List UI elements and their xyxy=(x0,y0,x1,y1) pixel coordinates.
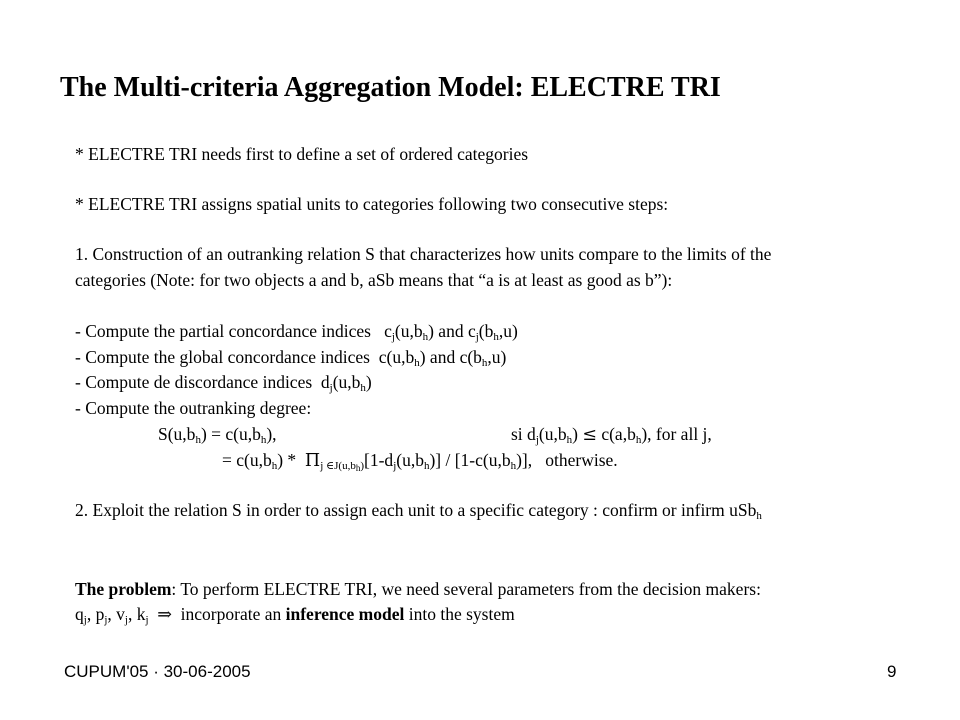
formula-global-concordance: $c(u,b_h)$ and $c(b_h,u)$ xyxy=(378,347,507,369)
formula-line-2-cond: otherwise. xyxy=(545,450,618,470)
formula-line-1-cond: for all j, xyxy=(655,424,712,444)
step2-text xyxy=(75,500,762,520)
item-global-concordance-text: - Compute the global concordance indices xyxy=(75,347,370,367)
footer-page-number: 9 xyxy=(887,662,897,681)
step1-line2: categories (Note: for two objects a and b, aSb means that “a is at least as good as b”): xyxy=(75,270,673,290)
step2-text-body: 2. Exploit the relation S in order to assign each unit to a specific category : confirm or infirm uSb xyxy=(75,500,757,520)
problem-text: : To perform ELECTRE TRI, we need several parameters from the decision makers: xyxy=(171,579,761,599)
slide-title: The Multi-criteria Aggregation Model: ELECTRE TRI xyxy=(60,72,721,103)
formula-line-2: = $c(u,b_h) * \Pi_{j \in J(u,b_h)}[1-d_j(u,b_h)] / [1-c(u,b_h)]$, otherwise. xyxy=(222,450,618,473)
params-text: incorporate an xyxy=(180,604,282,624)
formula-line-1-rhs: si $d_j(u,b_h) \le c(a,b_h)$, for all j, xyxy=(511,424,712,446)
item-partial-concordance xyxy=(75,321,518,341)
formula-line-1-lhs: $S(u,b_h) = c(u,b_h)$, xyxy=(158,424,277,446)
params-line: $q_j$, $p_j$, $v_j$, $k_j$ ⇒ incorporate an inference model into the system xyxy=(75,604,515,626)
problem-label: The problem xyxy=(75,579,172,599)
item-outranking-degree: - Compute the outranking degree: xyxy=(75,398,312,418)
formula-partial-concordance: $c_j(u,b_h)$ and $c_j(b_h,u)$ xyxy=(384,321,518,343)
bullet-two-steps: * ELECTRE TRI assigns spatial units to categories following two consecutive steps: xyxy=(75,194,669,214)
item-discordance xyxy=(75,372,372,392)
step2-subscript: h xyxy=(756,510,762,522)
item-discordance-text: - Compute de discordance indices xyxy=(75,372,313,392)
item-partial-concordance-text: - Compute the partial concordance indices xyxy=(75,321,371,341)
params-tail: into the system xyxy=(408,604,515,624)
inference-model-label: inference model xyxy=(285,604,405,624)
bullet-ordered-categories: * ELECTRE TRI needs first to define a set of ordered categories xyxy=(75,144,529,164)
item-global-concordance xyxy=(75,347,506,367)
footer-conference-date: CUPUM'05 · 30-06-2005 xyxy=(64,662,251,681)
formula-discordance: $d_j(u,b_h)$ xyxy=(320,372,372,394)
problem-statement xyxy=(75,579,761,599)
implies-arrow-icon: ⇒ xyxy=(157,605,172,625)
step1-line1: 1. Construction of an outranking relation S that characterizes how units compare to the limits of the xyxy=(75,244,772,264)
